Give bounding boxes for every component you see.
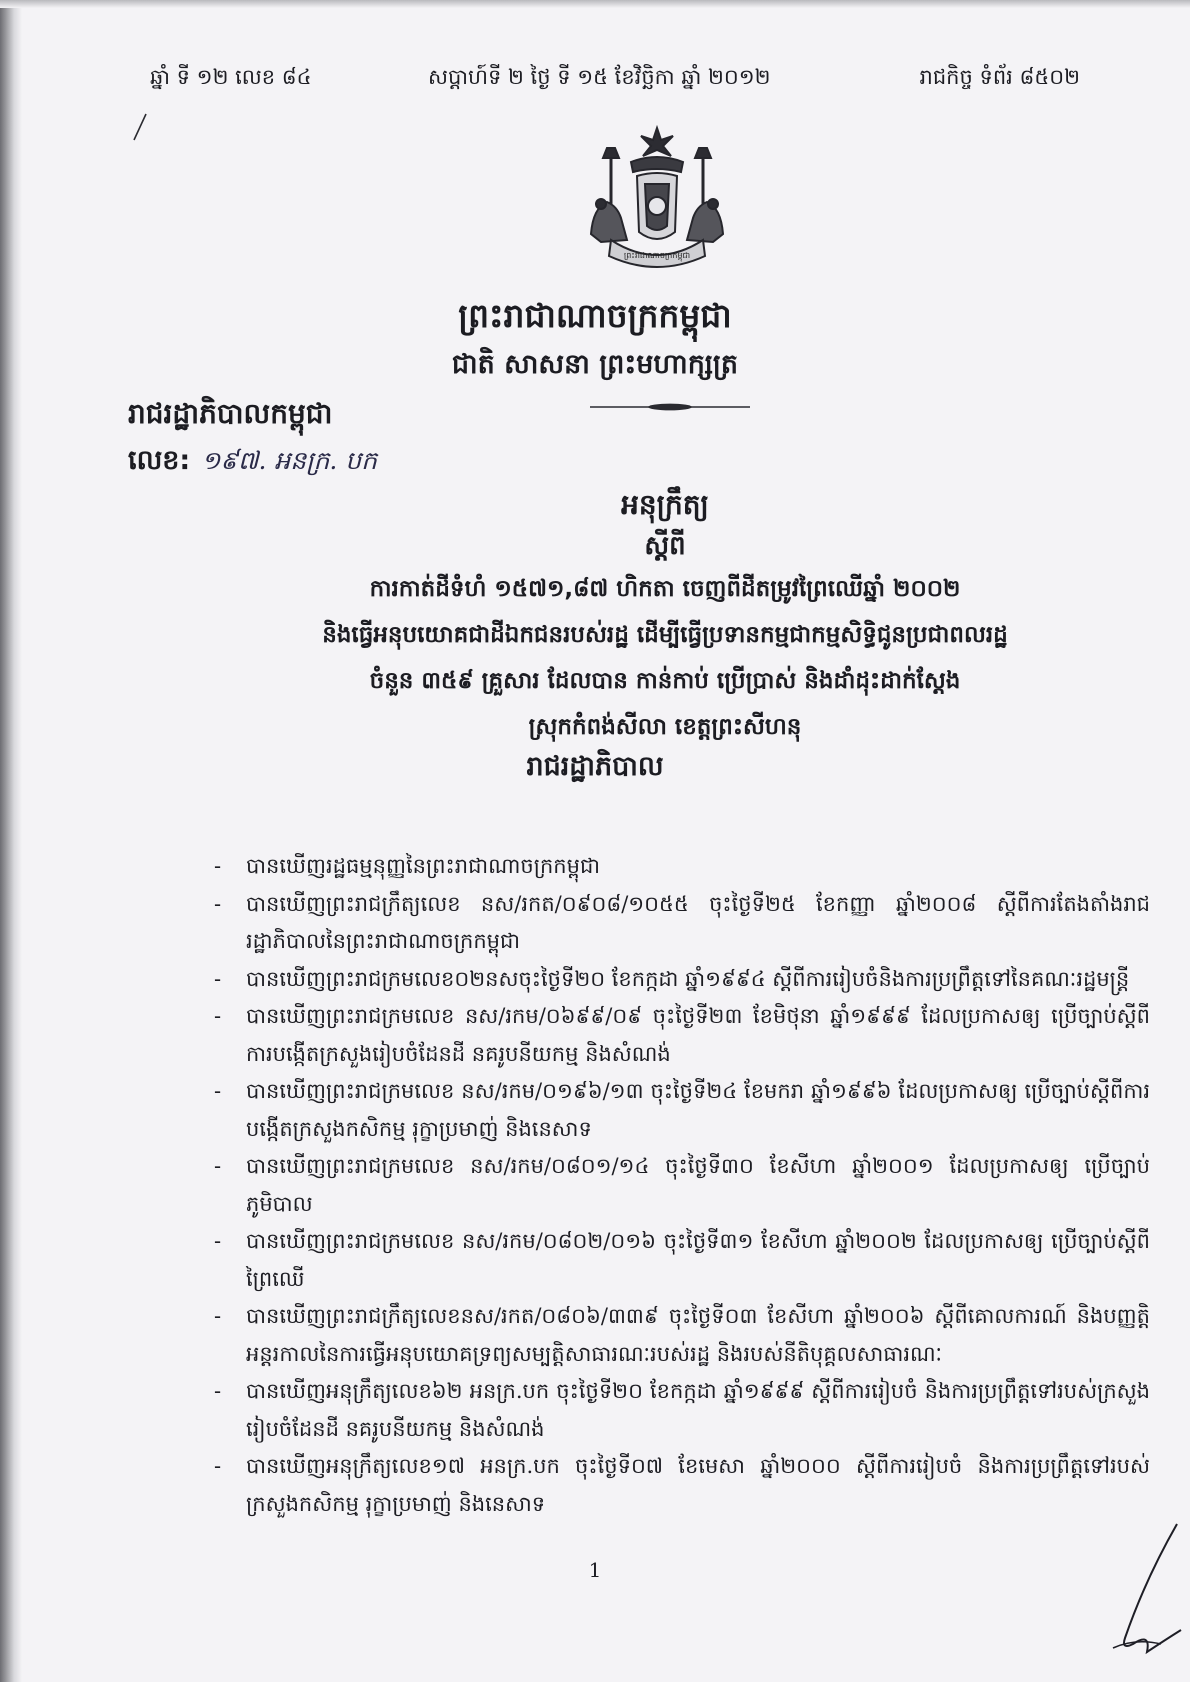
issuing-government: រាជរដ្ឋាភិបាលកម្ពុជា: [128, 397, 333, 430]
list-item-text: បានឃើញអនុក្រឹត្យលេខ១៧ អនក្រ.បក ចុះថ្ងៃទី០៧ ខែមេសា ឆ្នាំ២០០០ ស្ដីពីការរៀបចំ និងការប្រព្រឹត្តទៅរបស់ក្រសួងកសិកម្ម រុក្ខាប្រមាញ់ និងនេសាទ: [246, 1454, 1150, 1516]
list-item-text: បានឃើញព្រះរាជក្រមលេខ នស/រកម/០១៩៦/១៣ ចុះថ្ងៃទី២៤ ខែមករា ឆ្នាំ១៩៩៦ ដែលប្រកាសឲ្យ ប្រើច្បាប់ស្ដីពីការបង្កើតក្រសួងកសិកម្ម រុក្ខាប្រមាញ់ និងនេសាទ: [246, 1079, 1150, 1141]
list-item-text: បានឃើញព្រះរាជក្រឹត្យលេខនស/រកត/០៨០៦/៣៣៩ ចុះថ្ងៃទី០៣ ខែសីហា ឆ្នាំ២០០៦ ស្ដីពីគោលការណ៍ និងបញ្ញត្តិអន្តរកាលនៃការធ្វើអនុបយោគទ្រព្យសម្បត្តិសាធារណៈរបស់រដ្ឋ និងរបស់នីតិបុគ្គលសាធារណៈ: [246, 1304, 1150, 1366]
considerations-list: [214, 848, 1150, 1523]
gazette-year-issue: ឆ្នាំ ទី ១២ លេខ ៨៤: [150, 65, 312, 89]
issuer-heading: រាជរដ្ឋាភិបាល: [526, 751, 664, 782]
list-item-text: បានឃើញព្រះរាជក្រមលេខ នស/រកម/០៦៩៩/០៩ ចុះថ្ងៃទី២៣ ខែមិថុនា ឆ្នាំ១៩៩៩ ដែលប្រកាសឲ្យ ប្រើច្បាប់ស្ដីពីការបង្កើតក្រសួងរៀបចំដែនដី នគរូបនីយកម្ម និងសំណង់: [246, 1004, 1150, 1066]
gazette-header: [150, 64, 1080, 96]
list-item: - បានឃើញព្រះរាជក្រឹត្យលេខនស/រកត/០៨០៦/៣៣៩ ចុះថ្ងៃទី០៣ ខែសីហា ឆ្នាំ២០០៦ ស្ដីពីគោលការណ៍ និងបញ្ញត្តិអន្តរកាលនៃការធ្វើអនុបយោគទ្រព្យសម្បត្តិសាធារណៈរបស់រដ្ឋ និងរបស់នីតិបុគ្គលសាធារណៈ: [214, 1304, 1150, 1366]
decree-label: អនុក្រឹត្យ: [621, 488, 709, 521]
title-line: និងធ្វើអនុបយោគជាដីឯកជនរបស់រដ្ឋ ដើម្បីធ្វើប្រទានកម្មជាកម្មសិទ្ធិជូនប្រជាពលរដ្ឋ: [322, 622, 1008, 648]
document-number-label: លេខ:: [128, 445, 191, 476]
list-item: - បានឃើញព្រះរាជក្រមលេខ នស/រកម/០៨០១/១៤ ចុះថ្ងៃទី៣០ ខែសីហា ឆ្នាំ២០០១ ដែលប្រកាសឲ្យ ប្រើច្បាប់ភូមិបាល: [214, 1154, 1150, 1216]
gazette-page-ref: រាជកិច្ច ទំព័រ ៨៥០២: [919, 65, 1080, 89]
margin-tick-mark: [128, 112, 152, 142]
handwritten-signature-icon: [1105, 1520, 1185, 1660]
list-item-text: បានឃើញព្រះរាជក្រឹត្យលេខ នស/រកត/០៩០៨/១០៥៥ ចុះថ្ងៃទី២៥ ខែកញ្ញា ឆ្នាំ២០០៨ ស្ដីពីការតែងតាំងរាជរដ្ឋាភិបាលនៃព្រះរាជាណាចក្រកម្ពុជា: [246, 891, 1150, 953]
royal-coat-of-arms-icon: [571, 122, 743, 280]
scan-top-shadow: [0, 0, 1190, 8]
list-item-text: បានឃើញព្រះរាជក្រមលេខ នស/រកម/០៨០២/០១៦ ចុះថ្ងៃទី៣១ ខែសីហា ឆ្នាំ២០០២ ដែលប្រកាសឲ្យ ប្រើច្បាប់ស្ដីពីព្រៃឈើ: [246, 1229, 1150, 1291]
list-item-text: បានឃើញព្រះរាជក្រមលេខ០២នសចុះថ្ងៃទី២០ ខែកក្កដា ឆ្នាំ១៩៩៤ ស្ដីពីការរៀបចំនិងការប្រព្រឹត្តទៅនៃគណៈរដ្ឋមន្ត្រី: [246, 966, 1130, 991]
national-motto: ជាតិ សាសនា ព្រះមហាក្សត្រ: [451, 349, 739, 380]
kingdom-heading: ព្រះរាជាណាចក្រកម្ពុជា: [458, 296, 732, 335]
concerning-label: ស្ដីពី: [644, 531, 686, 561]
list-item: - បានឃើញព្រះរាជក្រមលេខ នស/រកម/០៨០២/០១៦ ចុះថ្ងៃទី៣១ ខែសីហា ឆ្នាំ២០០២ ដែលប្រកាសឲ្យ ប្រើច្បាប់ស្ដីពីព្រៃឈើ: [214, 1229, 1150, 1291]
list-item: - បានឃើញព្រះរាជក្រមលេខ នស/រកម/០១៩៦/១៣ ចុះថ្ងៃទី២៤ ខែមករា ឆ្នាំ១៩៩៦ ដែលប្រកាសឲ្យ ប្រើច្បាប់ស្ដីពីការបង្កើតក្រសួងកសិកម្ម រុក្ខាប្រមាញ់ និងនេសាទ: [214, 1079, 1150, 1141]
list-item-text: បានឃើញព្រះរាជក្រមលេខ នស/រកម/០៨០១/១៤ ចុះថ្ងៃទី៣០ ខែសីហា ឆ្នាំ២០០១ ដែលប្រកាសឲ្យ ប្រើច្បាប់ភូមិបាល: [246, 1154, 1150, 1216]
list-item: - បានឃើញព្រះរាជក្រមលេខ នស/រកម/០៦៩៩/០៩ ចុះថ្ងៃទី២៣ ខែមិថុនា ឆ្នាំ១៩៩៩ ដែលប្រកាសឲ្យ ប្រើច្បាប់ស្ដីពីការបង្កើតក្រសួងរៀបចំដែនដី នគរូបនីយកម្ម និងសំណង់: [214, 1004, 1150, 1066]
list-item: - បានឃើញអនុក្រឹត្យលេខ៦២ អនក្រ.បក ចុះថ្ងៃទី២០ ខែកក្កដា ឆ្នាំ១៩៩៩ ស្ដីពីការរៀបចំ និងការប្រព្រឹត្តទៅរបស់ក្រសួងរៀបចំដែនដី នគរូបនីយកម្ម និងសំណង់: [214, 1379, 1150, 1441]
list-item: - បានឃើញអនុក្រឹត្យលេខ១៧ អនក្រ.បក ចុះថ្ងៃទី០៧ ខែមេសា ឆ្នាំ២០០០ ស្ដីពីការរៀបចំ និងការប្រព្រឹត្តទៅរបស់ក្រសួងកសិកម្ម រុក្ខាប្រមាញ់ និងនេសាទ: [214, 1454, 1150, 1516]
scan-edge-shadow: [0, 0, 22, 1682]
page-number: 1: [588, 1558, 602, 1582]
gazette-date: សប្ដាហ៍ទី ២ ថ្ងៃ ទី ១៥ ខែវិច្ឆិកា ឆ្នាំ ២០១២: [428, 65, 771, 89]
list-item: - បានឃើញព្រះរាជក្រឹត្យលេខ នស/រកត/០៩០៨/១០៥៥ ចុះថ្ងៃទី២៥ ខែកញ្ញា ឆ្នាំ២០០៨ ស្ដីពីការតែងតាំងរាជរដ្ឋាភិបាលនៃព្រះរាជាណាចក្រកម្ពុជា: [214, 891, 1150, 953]
title-line: ចំនួន ៣៥៩ គ្រួសារ ដែលបាន កាន់កាប់ ប្រើប្រាស់ និងដាំដុះដាក់ស្តែង: [369, 668, 961, 694]
title-line: ការកាត់ដីទំហំ ១៥៧១,៨៧ ហិកតា ចេញពីដីតម្រូវព្រៃឈើឆ្នាំ ២០០២: [369, 576, 961, 602]
document-number-handwritten: ១៩៧. អនក្រ. បក: [201, 446, 378, 475]
list-item: - បានឃើញរដ្ឋធម្មនុញ្ញនៃព្រះរាជាណាចក្រកម្ពុជា: [214, 854, 600, 878]
list-item-text: បានឃើញអនុក្រឹត្យលេខ៦២ អនក្រ.បក ចុះថ្ងៃទី២០ ខែកក្កដា ឆ្នាំ១៩៩៩ ស្ដីពីការរៀបចំ និងការប្រព្រឹត្តទៅរបស់ក្រសួងរៀបចំដែនដី នគរូបនីយកម្ម និងសំណង់: [246, 1379, 1150, 1441]
list-item: - បានឃើញព្រះរាជក្រមលេខ០២នសចុះថ្ងៃទី២០ ខែកក្កដា ឆ្នាំ១៩៩៤ ស្ដីពីការរៀបចំនិងការប្រព្រឹត្តទៅនៃគណៈរដ្ឋមន្ត្រី: [214, 966, 1130, 991]
decree-title: [180, 484, 1150, 750]
emblem-ribbon-text: ព្រះរាជាណាចក្រកម្ពុជា: [623, 251, 691, 260]
ornamental-divider: [590, 402, 750, 412]
title-line: ស្រុកកំពង់សីលា ខេត្តព្រះសីហនុ: [528, 714, 802, 740]
list-item-text: បានឃើញរដ្ឋធម្មនុញ្ញនៃព្រះរាជាណាចក្រកម្ពុជា: [246, 854, 600, 878]
document-number: [128, 444, 377, 483]
